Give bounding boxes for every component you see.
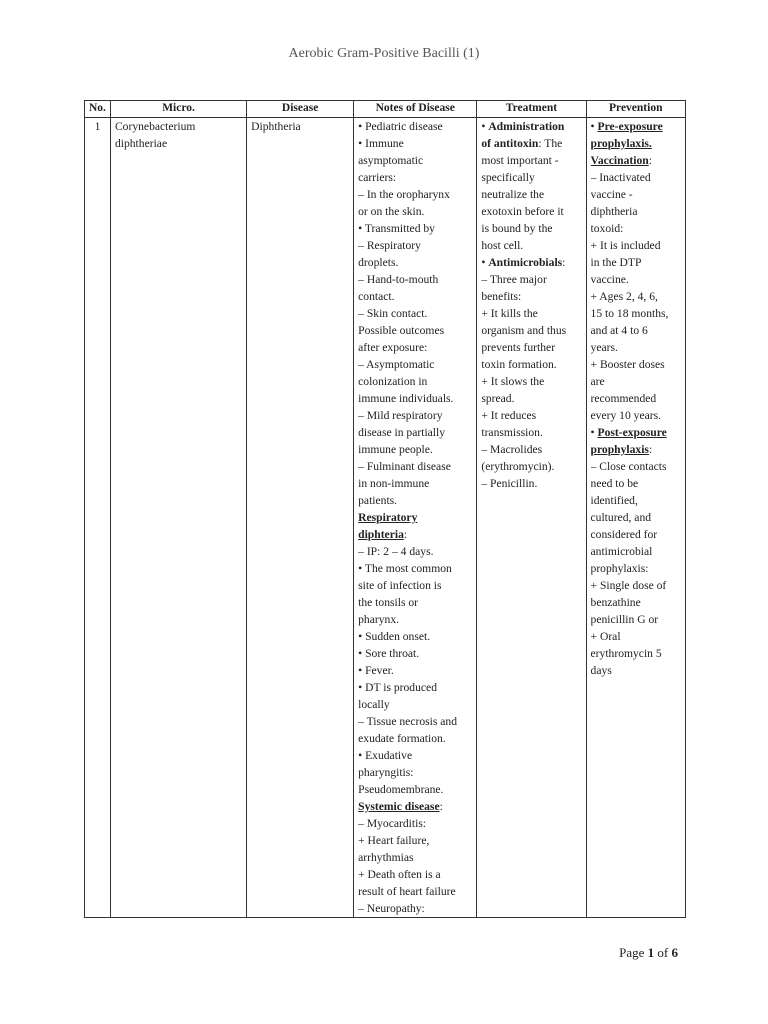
text-line bbox=[481, 475, 581, 492]
header-micro: Micro. bbox=[110, 101, 246, 118]
text-segment: organism and thus bbox=[481, 324, 567, 337]
text-line bbox=[591, 373, 681, 390]
text-segment: cultured, and bbox=[590, 511, 652, 524]
text-line bbox=[358, 645, 472, 662]
text-segment: – Myocarditis: bbox=[358, 817, 427, 830]
text-segment: Administration bbox=[488, 120, 565, 133]
text-line bbox=[591, 475, 681, 492]
page-label: Page bbox=[619, 945, 645, 960]
text-line bbox=[358, 237, 472, 254]
text-line bbox=[358, 730, 472, 747]
text-line bbox=[358, 832, 472, 849]
text-segment: : bbox=[403, 528, 408, 541]
text-segment: most important - bbox=[481, 154, 559, 167]
text-line bbox=[481, 424, 581, 441]
text-segment: + It is included bbox=[590, 239, 661, 252]
text-line bbox=[358, 220, 472, 237]
text-segment: Post-exposure bbox=[597, 426, 667, 439]
text-segment: – Hand-to-mouth bbox=[358, 273, 439, 286]
text-segment: Systemic disease bbox=[358, 800, 440, 813]
text-line bbox=[481, 169, 581, 186]
text-segment: colonization in bbox=[358, 375, 428, 388]
text-segment: are bbox=[590, 375, 605, 388]
text-segment: site of infection is bbox=[358, 579, 442, 592]
text-segment: antimicrobial bbox=[590, 545, 653, 558]
text-line bbox=[591, 356, 681, 373]
text-line bbox=[591, 288, 681, 305]
text-segment: + Oral bbox=[590, 630, 621, 643]
text-line bbox=[358, 135, 472, 152]
text-segment: Corynebacterium bbox=[114, 120, 196, 133]
text-segment: result of heart failure bbox=[358, 885, 456, 898]
text-segment: every 10 years. bbox=[590, 409, 662, 422]
text-segment: : bbox=[648, 154, 652, 167]
text-line bbox=[481, 407, 581, 424]
text-line bbox=[591, 458, 681, 475]
cell-no bbox=[85, 118, 111, 918]
text-line bbox=[481, 220, 581, 237]
text-segment: prophylaxis: bbox=[590, 562, 649, 575]
text-line bbox=[358, 679, 472, 696]
text-line bbox=[358, 849, 472, 866]
text-segment: • Sudden onset. bbox=[358, 630, 431, 643]
text-segment: Respiratory bbox=[358, 511, 418, 524]
text-line bbox=[358, 900, 472, 917]
text-line bbox=[358, 577, 472, 594]
header-disease: Disease bbox=[247, 101, 354, 118]
text-segment: toxoid: bbox=[590, 222, 624, 235]
text-segment: – Neuropathy: bbox=[358, 902, 425, 915]
text-line bbox=[358, 611, 472, 628]
text-segment: pharyngitis: bbox=[358, 766, 414, 779]
text-segment: • Fever. bbox=[358, 664, 394, 677]
page-total: 6 bbox=[671, 945, 678, 960]
text-segment: vaccine - bbox=[590, 188, 633, 201]
text-line bbox=[591, 322, 681, 339]
text-segment: – Fulminant disease bbox=[358, 460, 451, 473]
text-line bbox=[358, 781, 472, 798]
text-segment: – Close contacts bbox=[590, 460, 667, 473]
text-line bbox=[591, 628, 681, 645]
text-segment: – Three major bbox=[481, 273, 547, 286]
text-line bbox=[481, 356, 581, 373]
text-line bbox=[591, 271, 681, 288]
text-line bbox=[358, 764, 472, 781]
text-line bbox=[358, 373, 472, 390]
text-line bbox=[591, 305, 681, 322]
page-footer bbox=[619, 945, 678, 961]
text-segment: : bbox=[648, 443, 653, 456]
table-row bbox=[85, 118, 686, 918]
text-segment: + It slows the bbox=[481, 375, 545, 388]
text-segment: • bbox=[590, 426, 598, 439]
text-segment: is bound by the bbox=[481, 222, 553, 235]
text-line bbox=[358, 560, 472, 577]
text-segment: the tonsils or bbox=[358, 596, 419, 609]
text-segment: – Macrolides bbox=[481, 443, 543, 456]
text-segment: prophylaxis. bbox=[590, 137, 652, 150]
text-line bbox=[481, 441, 581, 458]
text-line bbox=[481, 118, 581, 135]
text-segment: spread. bbox=[481, 392, 515, 405]
text-line bbox=[591, 526, 681, 543]
text-line bbox=[358, 815, 472, 832]
text-line bbox=[591, 152, 681, 169]
page-current: 1 bbox=[647, 945, 655, 960]
text-line bbox=[358, 203, 472, 220]
text-segment: immune individuals. bbox=[358, 392, 454, 405]
text-line bbox=[358, 526, 472, 543]
text-segment: disease in partially bbox=[358, 426, 446, 439]
cell-micro bbox=[110, 118, 246, 918]
text-line bbox=[591, 594, 681, 611]
text-line bbox=[481, 135, 581, 152]
text-segment: – Inactivated bbox=[590, 171, 651, 184]
text-segment: prevents further bbox=[481, 341, 556, 354]
text-line bbox=[591, 203, 681, 220]
text-line bbox=[358, 628, 472, 645]
text-line bbox=[358, 662, 472, 679]
text-segment: : bbox=[439, 800, 443, 813]
text-segment: Possible outcomes bbox=[358, 324, 445, 337]
text-segment: • The most common bbox=[358, 562, 452, 575]
text-segment: Pseudomembrane. bbox=[358, 783, 444, 796]
text-line bbox=[358, 713, 472, 730]
text-line bbox=[358, 509, 472, 526]
text-segment: pharynx. bbox=[358, 613, 400, 626]
text-segment: in the DTP bbox=[590, 256, 642, 269]
text-line bbox=[358, 152, 472, 169]
text-segment: • bbox=[590, 120, 598, 133]
text-segment: Vaccination bbox=[590, 154, 649, 167]
text-line bbox=[591, 169, 681, 186]
text-segment: in non-immune bbox=[358, 477, 430, 490]
text-line bbox=[358, 492, 472, 509]
header-notes: Notes of Disease bbox=[354, 101, 477, 118]
text-line bbox=[358, 390, 472, 407]
text-line bbox=[358, 254, 472, 271]
text-line bbox=[591, 118, 681, 135]
text-line bbox=[481, 203, 581, 220]
text-line bbox=[591, 662, 681, 679]
text-line bbox=[358, 696, 472, 713]
text-segment: 15 to 18 months, bbox=[590, 307, 669, 320]
text-line bbox=[591, 543, 681, 560]
text-segment: – Penicillin. bbox=[481, 477, 538, 490]
text-segment: and at 4 to 6 bbox=[590, 324, 648, 337]
text-segment: toxin formation. bbox=[481, 358, 557, 371]
text-line bbox=[481, 390, 581, 407]
text-segment: – Skin contact. bbox=[358, 307, 428, 320]
text-line bbox=[591, 339, 681, 356]
text-segment: vaccine. bbox=[590, 273, 629, 286]
text-line bbox=[358, 424, 472, 441]
text-line bbox=[591, 135, 681, 152]
text-line bbox=[591, 645, 681, 662]
text-segment: asymptomatic bbox=[358, 154, 424, 167]
text-segment: considered for bbox=[590, 528, 658, 541]
text-segment: – IP: 2 – 4 days. bbox=[358, 545, 434, 558]
table-header-row bbox=[85, 101, 686, 118]
text-line bbox=[481, 458, 581, 475]
text-segment: of antitoxin bbox=[481, 137, 539, 150]
text-segment: immune people. bbox=[358, 443, 433, 456]
text-line bbox=[358, 186, 472, 203]
cell-prevention bbox=[586, 118, 685, 918]
text-segment: prophylaxis bbox=[590, 443, 649, 456]
text-segment: – In the oropharynx bbox=[358, 188, 450, 201]
disease-table bbox=[84, 100, 686, 918]
text-segment: • Pediatric disease bbox=[358, 120, 443, 133]
text-segment: arrhythmias bbox=[358, 851, 414, 864]
text-segment: diphteria bbox=[358, 528, 404, 541]
text-line bbox=[358, 271, 472, 288]
text-line bbox=[481, 339, 581, 356]
text-line bbox=[591, 441, 681, 458]
cell-treatment bbox=[477, 118, 586, 918]
text-segment: days bbox=[590, 664, 612, 677]
cell-notes bbox=[354, 118, 477, 918]
text-segment: penicillin G or bbox=[590, 613, 659, 626]
text-segment: locally bbox=[358, 698, 390, 711]
text-line bbox=[358, 118, 472, 135]
text-line bbox=[591, 186, 681, 203]
header-prevention: Prevention bbox=[586, 101, 685, 118]
text-line bbox=[358, 407, 472, 424]
text-segment: transmission. bbox=[481, 426, 543, 439]
text-segment: + Heart failure, bbox=[358, 834, 430, 847]
text-segment: diphtheriae bbox=[114, 137, 168, 150]
text-line bbox=[115, 118, 242, 135]
text-line bbox=[358, 798, 472, 815]
text-line bbox=[591, 407, 681, 424]
text-segment: erythromycin 5 bbox=[590, 647, 662, 660]
text-segment: droplets. bbox=[358, 256, 399, 269]
text-line bbox=[358, 883, 472, 900]
text-segment: – Asymptomatic bbox=[358, 358, 435, 371]
text-segment: + Death often is a bbox=[358, 868, 441, 881]
text-segment: years. bbox=[590, 341, 618, 354]
text-segment: + It reduces bbox=[481, 409, 537, 422]
text-line bbox=[358, 441, 472, 458]
text-line bbox=[358, 322, 472, 339]
text-segment: need to be bbox=[590, 477, 639, 490]
text-line bbox=[358, 288, 472, 305]
text-line bbox=[481, 288, 581, 305]
text-line bbox=[358, 356, 472, 373]
text-segment: – Respiratory bbox=[358, 239, 421, 252]
text-line bbox=[591, 577, 681, 594]
text-line bbox=[591, 492, 681, 509]
text-segment: • Sore throat. bbox=[358, 647, 420, 660]
text-line bbox=[591, 560, 681, 577]
text-segment: (erythromycin). bbox=[481, 460, 555, 473]
text-line bbox=[481, 322, 581, 339]
cell-disease bbox=[247, 118, 354, 918]
text-line bbox=[358, 594, 472, 611]
text-line bbox=[591, 237, 681, 254]
text-segment: after exposure: bbox=[358, 341, 428, 354]
text-line bbox=[591, 509, 681, 526]
text-line bbox=[591, 611, 681, 628]
text-segment: exudate formation. bbox=[358, 732, 446, 745]
text-line bbox=[591, 254, 681, 271]
text-line bbox=[591, 424, 681, 441]
text-segment: recommended bbox=[590, 392, 657, 405]
text-segment: • bbox=[481, 256, 489, 269]
text-segment: Antimicrobials bbox=[488, 256, 563, 269]
text-segment: • Immune bbox=[358, 137, 404, 150]
text-segment: – Mild respiratory bbox=[358, 409, 443, 422]
text-segment: exotoxin before it bbox=[481, 205, 564, 218]
text-segment: specifically bbox=[481, 171, 535, 184]
text-segment: – Tissue necrosis and bbox=[358, 715, 457, 728]
text-segment: benefits: bbox=[481, 290, 522, 303]
text-segment: neutralize the bbox=[481, 188, 545, 201]
text-segment: Diphtheria bbox=[251, 120, 301, 133]
header-no: No. bbox=[85, 101, 111, 118]
text-line bbox=[251, 118, 349, 135]
of-label: of bbox=[657, 945, 669, 960]
text-line bbox=[358, 339, 472, 356]
text-segment: identified, bbox=[590, 494, 638, 507]
text-segment: : The bbox=[538, 137, 563, 150]
text-line bbox=[481, 271, 581, 288]
text-line bbox=[481, 373, 581, 390]
text-line bbox=[358, 169, 472, 186]
text-segment: : bbox=[562, 256, 566, 269]
text-line bbox=[591, 220, 681, 237]
text-segment: diphtheria bbox=[590, 205, 638, 218]
text-segment: contact. bbox=[358, 290, 395, 303]
text-segment: • Exudative bbox=[358, 749, 413, 762]
text-line bbox=[481, 186, 581, 203]
text-line bbox=[481, 237, 581, 254]
text-segment: Pre-exposure bbox=[597, 120, 663, 133]
text-line bbox=[481, 254, 581, 271]
text-segment: + Booster doses bbox=[590, 358, 665, 371]
text-line bbox=[358, 543, 472, 560]
text-segment: • DT is produced bbox=[358, 681, 437, 694]
text-segment: • bbox=[481, 120, 489, 133]
text-segment: carriers: bbox=[358, 171, 397, 184]
header-treatment: Treatment bbox=[477, 101, 586, 118]
text-line bbox=[115, 135, 242, 152]
text-line bbox=[358, 866, 472, 883]
text-line bbox=[591, 390, 681, 407]
text-line bbox=[358, 458, 472, 475]
text-line bbox=[481, 305, 581, 322]
text-line bbox=[358, 747, 472, 764]
text-segment: • Transmitted by bbox=[358, 222, 435, 235]
text-segment: patients. bbox=[358, 494, 398, 507]
cell-no-text: 1 bbox=[94, 120, 101, 133]
document-title: Aerobic Gram-Positive Bacilli (1) bbox=[288, 46, 480, 61]
text-segment: or on the skin. bbox=[358, 205, 425, 218]
text-segment: benzathine bbox=[590, 596, 641, 609]
text-segment: + It kills the bbox=[481, 307, 538, 320]
text-line bbox=[358, 305, 472, 322]
text-segment: + Single dose of bbox=[590, 579, 667, 592]
text-segment: host cell. bbox=[481, 239, 524, 252]
text-line bbox=[481, 152, 581, 169]
text-line bbox=[358, 475, 472, 492]
text-segment: + Ages 2, 4, 6, bbox=[590, 290, 658, 303]
